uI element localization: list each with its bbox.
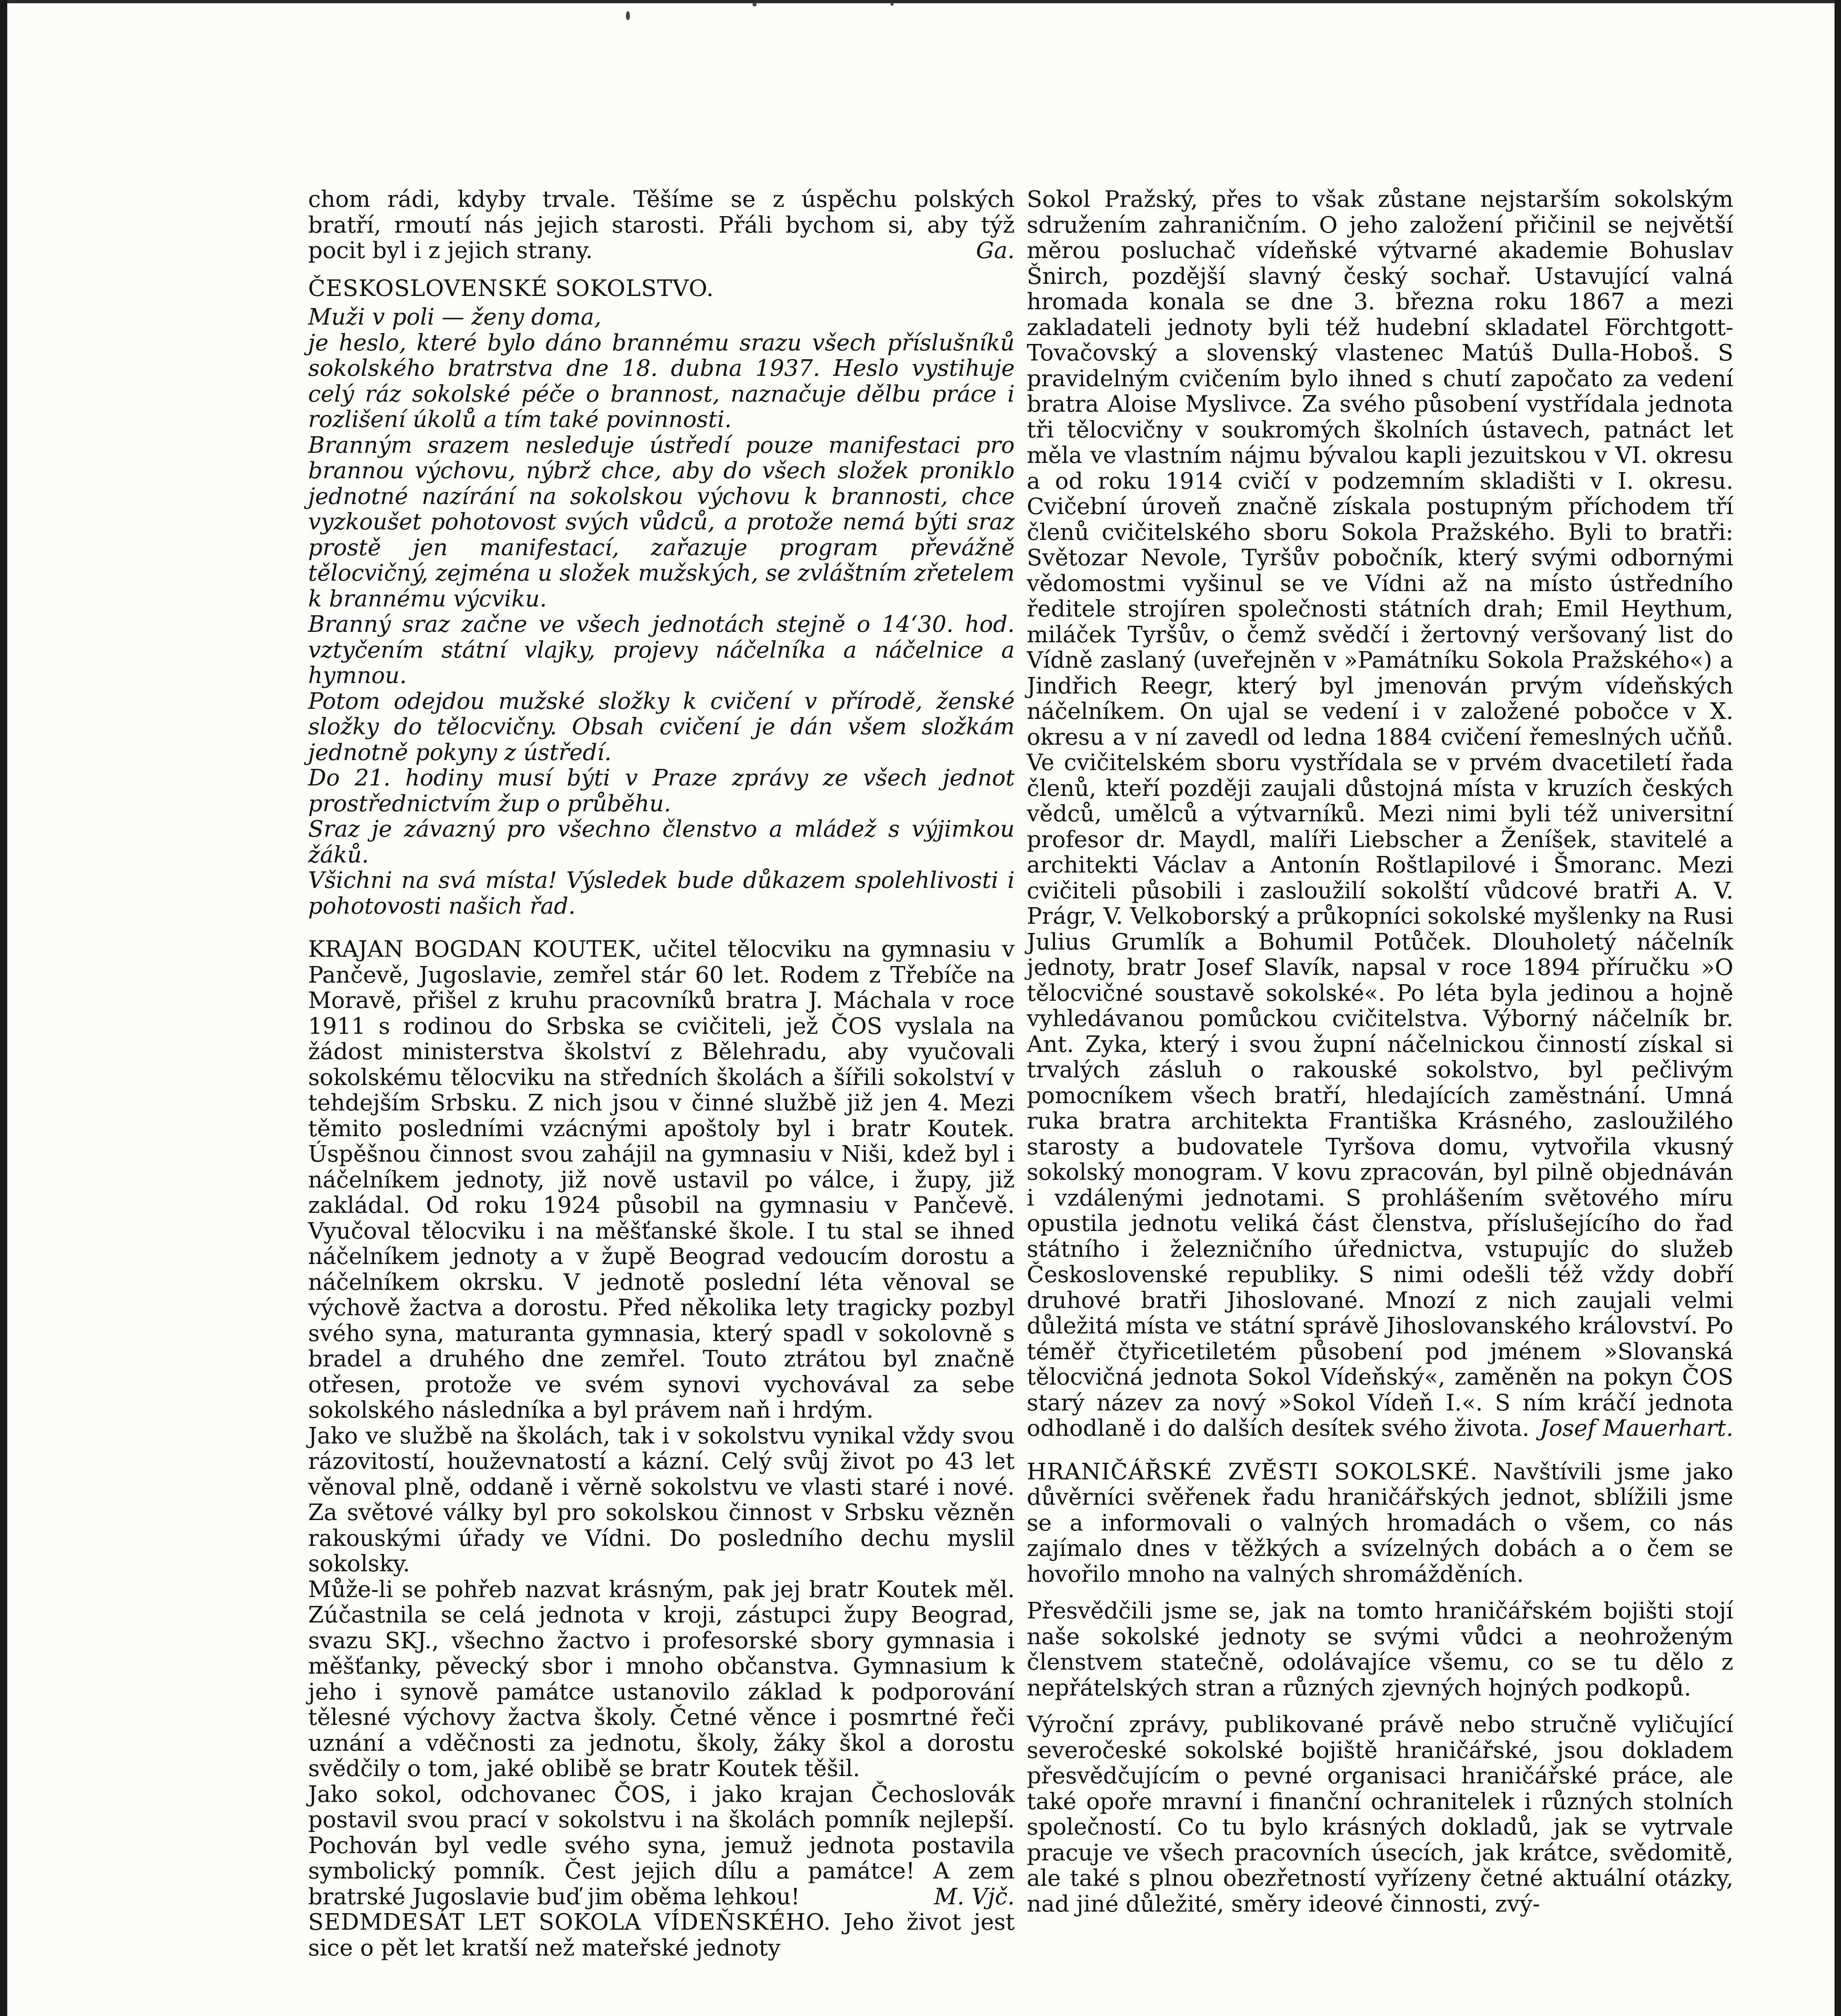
italic-paragraph: Muži v poli — ženy doma, — [308, 304, 602, 330]
obituary-paragraph: Může-li se pohřeb nazvat krásným, pak jej bratr Koutek měl. Zúčastnila se celá jednota v kroji, zástupci župy Beograd, svazu SKJ., všechno žactvo i profesorské sbory gymnasia i měšťanky, pěvecký sbor i mnoho občanstva. Gymnasium k jeho i synově památce ustanovilo základ k podporování tělesné výchovy žactva školy. Četné věnce i posmrtné řeči uznání a vděčnosti za jednotu, školy, žáky škol a dorostu svědčily o tom, jaké oblibě se bratr Koutek těšil. — [308, 1576, 1015, 1782]
scan-speck — [753, 2, 757, 6]
border-news-paragraph: Přesvědčili jsme se, jak na tomto hraničářském bojišti stojí naše sokolské jednoty se svými vůdci a neohroženým členstvem statečně, odolávajíce všemu, co se tu dělo z nepřátelských stran a různých zjevných hojných podkopů. — [1027, 1598, 1733, 1701]
obituary-paragraph: Jako sokol, odchovanec ČOS, i jako krajan Čechoslovák postavil svou prací v sokolstvu i na školách pomník nejlepší. Pochován byl vedle svého syna, jemuž jednota postavila symbolický pomník. Čest jejich dílu a památce! A zem bratrské Jugoslavie buď jim oběma lehkou! M. Vjč. — [308, 1781, 1015, 1910]
italic-paragraph: Do 21. hodiny musí býti v Praze zprávy ze všech jednot prostřednictvím žup o průběhu. — [308, 765, 1015, 817]
italic-paragraph: Všichni na svá místa! Výsledek bude důkazem spolehlivosti i pohotovosti našich řad. — [308, 867, 1015, 919]
left-column — [308, 187, 1015, 1961]
koutek-obituary — [308, 937, 1015, 1910]
branny-sraz-block — [308, 304, 1015, 919]
vienna-sokol-continued: Sokol Pražský, přes to však zůstane nejstarším sokolským sdružením zahraničním. O jeho založení přičinil se největší měrou posluchač vídeňské výtvarné akademie Bohuslav Šnirch, pozdější slavný český sochař. Ustavující valná hromada konala se dne 3. března roku 1867 a mezi zakladateli jednoty byli též hudební skladatel Förchtgott-Tovačovský a slovenský vlastenec Matúš Dulla-Hoboš. S pravidelným cvičením bylo ihned s chutí započato za vedení bratra Aloise Myslivce. Za svého působení vystřídala jednota tři tělocvičny v soukromých školních ústavech, patnáct let měla ve vlastním nájmu bývalou kapli jezuitskou v VI. okresu a od roku 1914 cvičí v podzemním skladišti v I. okresu. Cvičební úroveň značně získala postupným příchodem tří členů cvičitelského sboru Sokola Pražského. Byli to bratři: Světozar Nevole, Tyršův pobočník, který svými odbornými vědomostmi vyšinul se ve Vídni až na místo ústředního ředitele strojíren společnosti státních drah; Emil Heythum, miláček Tyršův, o čemž svědčí i žertovný veršovaný list do Vídně zaslaný (uveřejněn v »Památníku Sokola Pražského«) a Jindřich Reegr, který byl jmenován prvým vídeňských náčelníkem. On ujal se vedení i v založené pobočce v X. okresu a v ní zavedl od ledna 1884 cvičení řemeslných učňů. Ve cvičitelském sboru vystřídala se v prvém dvacetiletí řada členů, kteří později zaujali důstojná místa v kruzích českých vědců, umělců a výtvarníků. Mezi nimi byli též universitní profesor dr. Maydl, malíři Liebscher a Ženíšek, stavitelé a architekti Václav a Antonín Roštlapilové i Šmoranc. Mezi cvičiteli působili i zasloužilí sokolští vůdcové bratři A. V. Prágr, V. Velkoborský a průkopníci sokolské myšlenky na Rusi Julius Grumlík a Bohumil Potůček. Dlouholetý náčelník jednoty, bratr Josef Slavík, napsal v roce 1894 příručku »O tělocvičné soustavě sokolské«. Po léta byla jedinou a hojně vyhledávanou pomůckou cvičitelstva. Výborný náčelník br. Ant. Zyka, který i svou župní náčelnickou činností získal si trvalých zásluh o rakouské sokolstvo, byl pečlivým pomocníkem všech bratří, hledajících zaměstnání. Umná ruka bratra architekta Františka Krásného, zasloužilého starosty a budovatele Tyršova domu, vytvořila vkusný sokolský monogram. V kovu zpracován, byl pilně objednáván i vzdálenými jednotami. S prohlášením světového míru opustila jednotu veliká část členstva, příslušejícího do řad státního i železničního úřednictva, vstupujíc do služeb Československé republiky. S nimi odešli též vždy dobří druhové bratři Jihoslované. Mnozí z nich zaujali velmi důležitá místa ve státní správě Jihoslovanského království. Po téměř čtyřicetiletém působení pod jménem »Slovanská tělocvičná jednota Sokol Vídeňský«, zaměněn na pokyn ČOS starý název za nový »Sokol Vídeň I.«. S ním kráčí jednota odhodlaně i do dalších desítek svého života. Josef Mauerhart. — [1027, 186, 1733, 1441]
scan-border-left — [0, 0, 7, 2016]
section-heading-czechoslovak-sokol: ČESKOSLOVENSKÉ SOKOLSTVO. — [308, 275, 714, 302]
obituary-signature: M. Vjč. — [934, 1883, 1015, 1910]
italic-paragraph: Branným srazem nesleduje ústředí pouze manifestaci pro brannou výchovu, nýbrž chce, aby do všech složek proniklo jednotné nazírání na sokolskou výchovu k brannosti, chce vyzkoušet pohotovost svých vůdců, a protože nemá býti sraz prostě jen manifestací, zařazuje program převážně tělocvičný, zejména u složek mužských, se zvláštním zřetelem k brannému výcviku. — [308, 432, 1015, 612]
italic-paragraph: je heslo, které bylo dáno brannému srazu všech příslušníků sokolského bratrstva dne 18. dubna 1937. Heslo vystihuje celý ráz sokolské péče o brannost, naznačuje dělbu práce i rozlišení úkolů a tím také povinnosti. — [308, 329, 1015, 433]
section-heading-vienna-sokol: SEDMDESÁT LET SOKOLA VÍDEŇSKÉHO. — [308, 1909, 831, 1935]
obituary-paragraph: KRAJAN BOGDAN KOUTEK, učitel tělocviku na gymnasiu v Pančevě, Jugoslavie, zemřel stár 60 let. Rodem z Třebíče na Moravě, přišel z kruhu pracovníků bratra J. Máchala v roce 1911 s rodinou do Srbska se cvičiteli, jež ČOS vyslala na žádost ministerstva školství z Bělehradu, aby vyučovali sokolskému tělocviku na středních školách a šířili sokolství v tehdejším Srbsku. Z nich jsou v činné službě již jen 4. Mezi těmito posledními vzácnými apoštoly byl i bratr Koutek. Úspěšnou činnost svou zahájil na gymnasiu v Niši, kdež byl i náčelníkem jednoty, již nově ustavil po válce, i župy, již zakládal. Od roku 1924 působil na gymnasiu v Pančevě. Vyučoval tělocviku i na měšťanské škole. I tu stal se ihned náčelníkem jednoty a v župě Beograd vedoucím dorostu a náčelníkem okrsku. V jednotě poslední léta věnoval se výchově žactva a dorostu. Před několika lety tragicky pozbyl svého syna, maturanta gymnasia, který spadl v sokolovně s bradel a druhého dne zemřel. Touto ztrátou byl značně otřesen, protože ve svém synovi vychovával za sebe sokolského následníka a byl právem naň i hrdým. — [308, 936, 1015, 1423]
scan-border-top — [0, 0, 1841, 3]
italic-paragraph: Potom odejdou mužské složky k cvičení v přírodě, ženské složky do tělocvičny. Obsah cvičení je dán všem složkám jednotně pokyny z ústředí. — [308, 688, 1015, 766]
scan-speck — [890, 2, 894, 6]
scan-border-right — [1835, 0, 1841, 2016]
scan-speck — [626, 11, 630, 20]
border-news-paragraph: HRANIČÁŘSKÉ ZVĚSTI SOKOLSKÉ. Navštívili jsme jako důvěrníci svěřenek řadu hraničářských jednot, sblížili jsme se a informovali o valných hromadách o všem, co nás zajímalo dnes v těžkých a svízelných dobách a o čem se hovořilo mnoho na valných shromážděních. — [1027, 1458, 1733, 1587]
border-news-paragraph: Výroční zprávy, publikované právě nebo stručně vyličující severočeské sokolské bojiště hraničářské, jsou dokladem přesvědčujícím o pevné organisaci hraničářské práce, ale také opoře mravní i finanční ochranitelek i různých stolních společností. Co tu bylo krásných dokladů, jak se vytrvale pracuje ve všech pracovních úsecích, jak krátce, svědomitě, ale také s plnou obezřetností vyřízeny četné aktuální otázky, nad jiné důležité, směry ideové činnosti, zvý- — [1027, 1712, 1733, 1917]
obituary-paragraph: Jako ve službě na školách, tak i v sokolstvu vynikal vždy svou rázovitostí, houževnatostí a kázní. Celý svůj život po 43 let věnoval plně, oddaně i věrně sokolstvu ve vlasti staré i nové. Za světové války byl pro sokolskou činnost v Srbsku vězněn rakouskými úřady ve Vídni. Do posledního dechu myslil sokolsky. — [308, 1422, 1015, 1577]
intro-signature: Ga. — [976, 237, 1015, 264]
right-column — [1027, 187, 1733, 1917]
intro-paragraph: chom rádi, kdyby trvale. Těšíme se z úspěchu polských bratří, rmoutí nás jejich starosti. Přáli bychom si, aby týž pocit byl i z jejich strany. Ga. — [308, 186, 1015, 264]
italic-paragraph: Branný sraz začne ve všech jednotách stejně o 14‘30. hod. vztyčením státní vlajky, projevy náčelníka a náčelnice a hymnou. — [308, 611, 1015, 689]
section-heading-border-news: HRANIČÁŘSKÉ ZVĚSTI SOKOLSKÉ. — [1027, 1458, 1478, 1485]
italic-paragraph: Sraz je závazný pro všechno členstvo a mládež s výjimkou žáků. — [308, 816, 1015, 868]
vienna-signature: Josef Mauerhart. — [1540, 1415, 1733, 1441]
vienna-sokol-start: SEDMDESÁT LET SOKOLA VÍDEŇSKÉHO. Jeho život jest sice o pět let kratší než mateřské jednoty — [308, 1909, 1015, 1961]
